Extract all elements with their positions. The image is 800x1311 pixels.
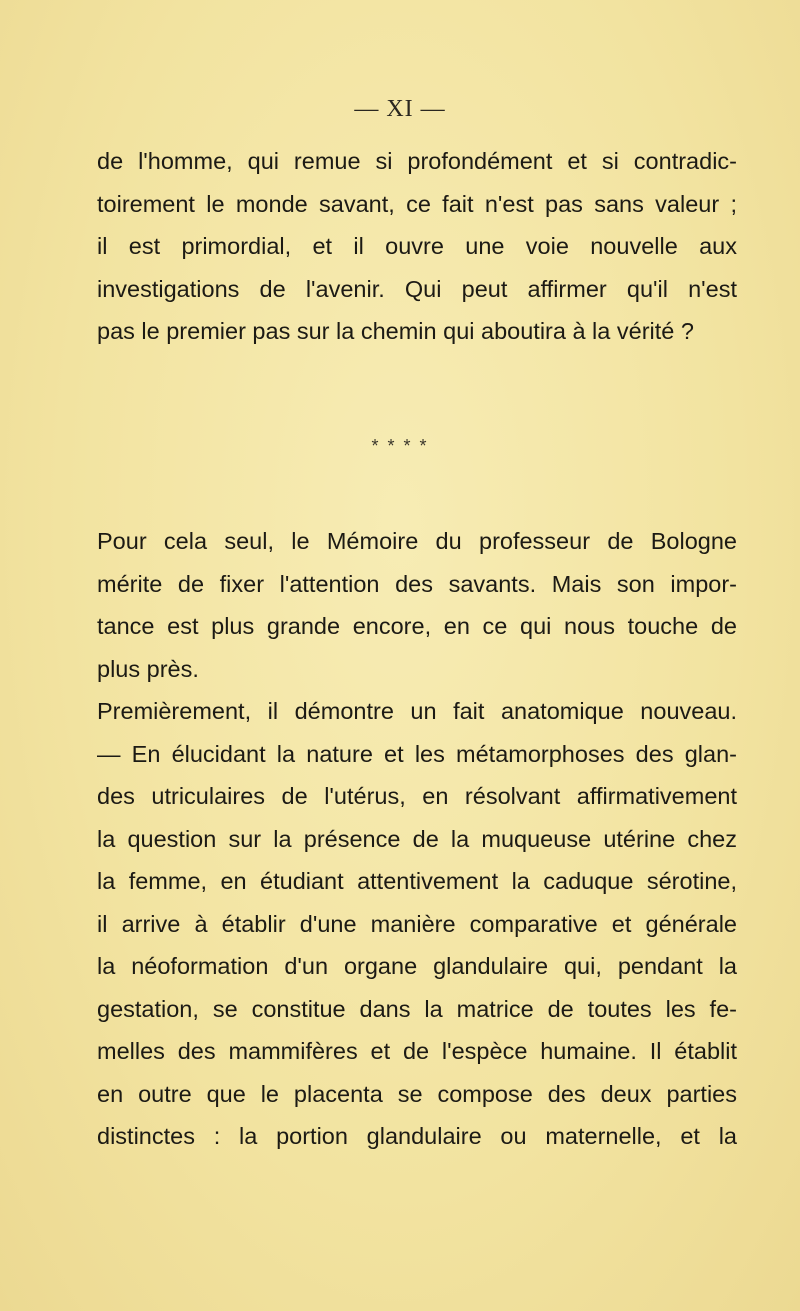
- text-line: il arrive à établir d'une manière comparative et générale: [97, 910, 737, 937]
- text-line: Premièrement, il démontre un fait anatomique nouveau.: [97, 698, 737, 724]
- paragraph-2: [97, 520, 737, 1158]
- text-line: Pour cela seul, le Mémoire du professeur de Bologne: [97, 528, 737, 554]
- text-line: pas le premier pas sur la chemin qui aboutira à la vérité ?: [97, 318, 694, 344]
- text-line: investigations de l'avenir. Qui peut affirmer qu'il n'est: [97, 275, 737, 302]
- section-separator: * * * *: [371, 436, 429, 456]
- text-line: — En élucidant la nature et les métamorphoses des glan-: [97, 740, 737, 767]
- text-line: tance est plus grande encore, en ce qui nous touche de: [97, 613, 737, 639]
- text-line: distinctes : la portion glandulaire ou maternelle, et la: [97, 1123, 737, 1149]
- text-line: toirement le monde savant, ce fait n'est pas sans valeur ;: [97, 190, 737, 217]
- text-line: la néoformation d'un organe glandulaire qui, pendant la: [97, 953, 737, 979]
- paragraph-1: [97, 140, 737, 353]
- text-line: la question sur la présence de la muqueuse utérine chez: [97, 825, 737, 852]
- text-line: des utriculaires de l'utérus, en résolvant affirmativement: [97, 783, 737, 809]
- page-number-header: — XI —: [354, 96, 446, 122]
- text-line: la femme, en étudiant attentivement la caduque sérotine,: [97, 868, 737, 894]
- text-line: plus près.: [97, 655, 199, 682]
- text-line: mérite de fixer l'attention des savants. Mais son impor-: [97, 570, 737, 597]
- text-line: de l'homme, qui remue si profondément et si contradic-: [97, 148, 737, 174]
- text-line: il est primordial, et il ouvre une voie nouvelle aux: [97, 233, 737, 259]
- text-line: gestation, se constitue dans la matrice de toutes les fe-: [97, 995, 737, 1022]
- text-line: en outre que le placenta se compose des deux parties: [97, 1080, 737, 1107]
- text-line: melles des mammifères et de l'espèce humaine. Il établit: [97, 1038, 737, 1064]
